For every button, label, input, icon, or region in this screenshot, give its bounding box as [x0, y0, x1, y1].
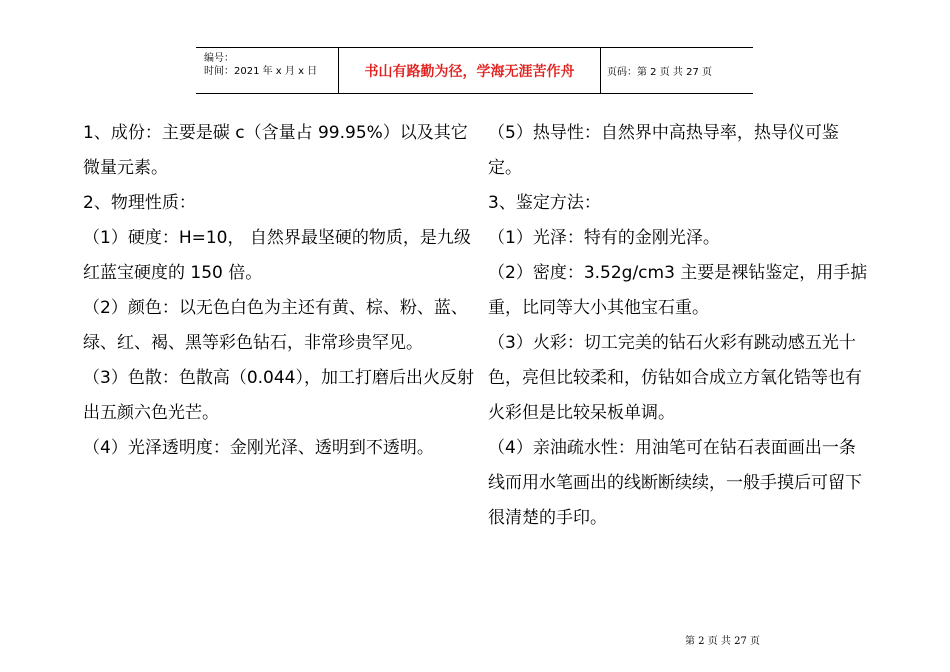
right-column — [488, 116, 872, 536]
paragraph: （3）色散：色散高（0.044），加工打磨后出火反射出五颜六色光芒。 — [83, 368, 474, 423]
header-motto: 书山有路勤为径，学海无涯苦作舟 — [339, 48, 601, 93]
paragraph: （1）硬度：H=10， 自然界最坚硬的物质，是九级红蓝宝硬度的 150 倍。 — [83, 228, 471, 283]
paragraph: 2、物理性质： — [83, 193, 196, 213]
page-footer: 第 2 页 共 27 页 — [685, 636, 760, 647]
header-meta — [196, 48, 339, 93]
paragraph: （5）热导性：自然界中高热导率，热导仪可鉴定。 — [488, 123, 839, 178]
header-page-code: 页码：第 2 页 共 27 页 — [607, 67, 712, 78]
paragraph: （4）亲油疏水性：用油笔可在钻石表面画出一条线而用水笔画出的线断断续续，一般手摸后可留下很清楚的手印。 — [488, 438, 862, 528]
paragraph: （2）颜色：以无色白色为主还有黄、棕、粉、蓝、绿、红、褐、黑等彩色钻石，非常珍贵罕见。 — [83, 298, 468, 353]
paragraph: （2）密度：3.52g/cm3 主要是裸钻鉴定，用手掂重，比同等大小其他宝石重。 — [488, 263, 868, 318]
time-label: 时间：2021 年 x 月 x 日 — [204, 66, 318, 77]
paragraph: 1、成份：主要是碳 c（含量占 99.95%）以及其它微量元素。 — [83, 123, 468, 178]
paragraph: （3）火彩：切工完美的钻石火彩有跳动感五光十色，亮但比较柔和，仿钻如合成立方氧化锆等也有火彩但是比较呆板单调。 — [488, 333, 862, 423]
number-label: 编号： — [204, 53, 234, 64]
page-header — [196, 47, 753, 94]
left-column — [83, 116, 475, 466]
paragraph: （4）光泽透明度：金刚光泽、透明到不透明。 — [83, 438, 434, 458]
paragraph: （1）光泽：特有的金刚光泽。 — [488, 228, 720, 248]
paragraph: 3、鉴定方法： — [488, 193, 601, 213]
